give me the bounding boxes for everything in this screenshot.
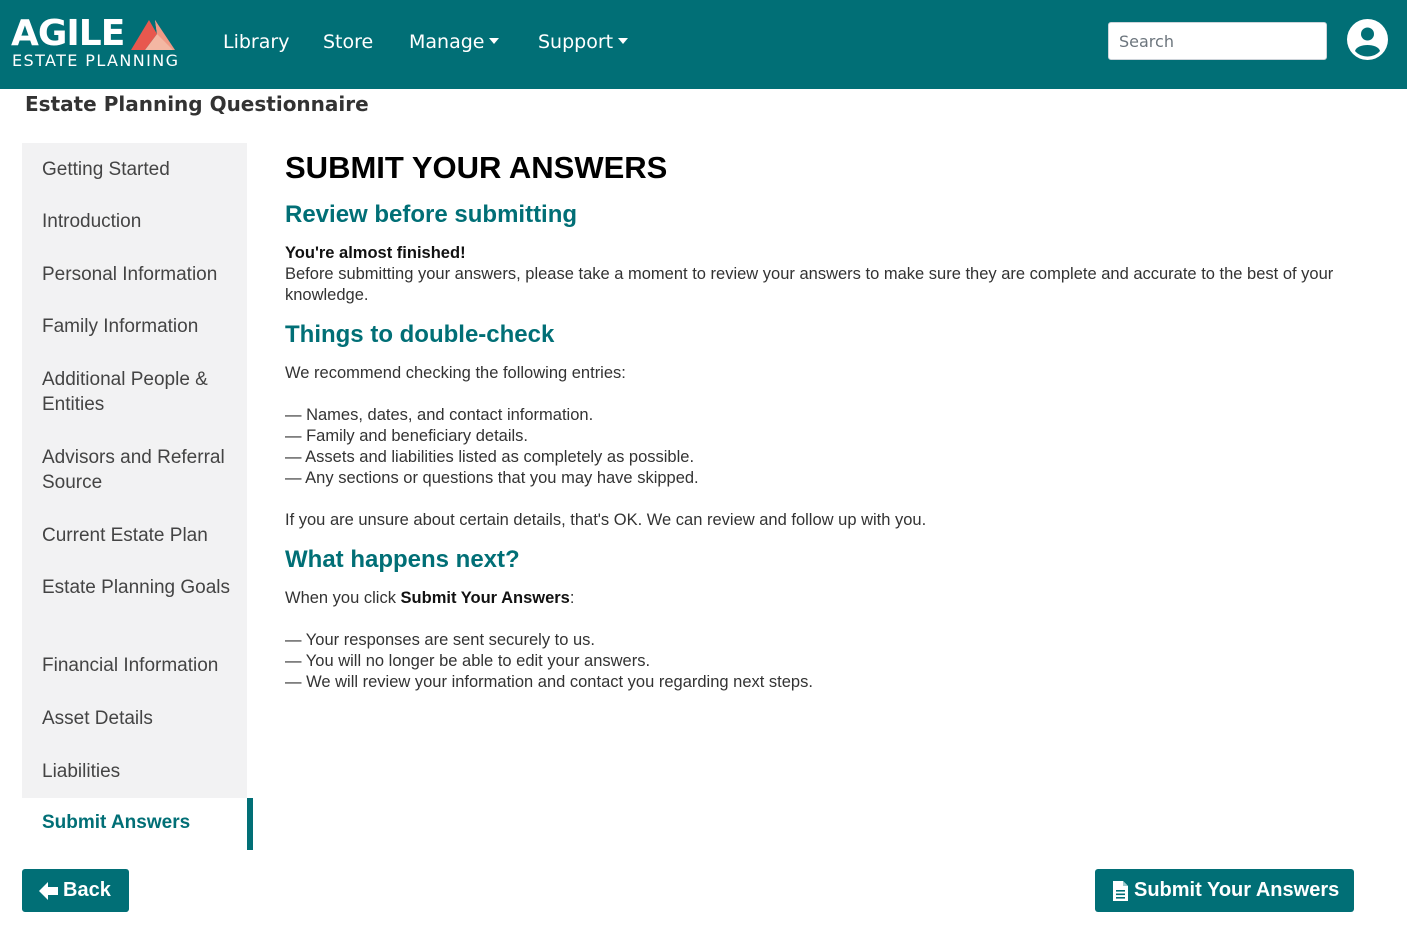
sidebar-item-liabilities[interactable]: Liabilities xyxy=(42,761,121,782)
nav-support-dropdown[interactable] xyxy=(538,30,628,54)
check-item: — Assets and liabilities listed as completely as possible. xyxy=(285,448,695,466)
sidebar-item-family-information[interactable]: Family Information xyxy=(42,316,199,337)
check-item: — Any sections or questions that you may have skipped. xyxy=(285,469,699,487)
sidebar-item-personal-information[interactable]: Personal Information xyxy=(42,264,218,285)
sidebar-item-asset-details[interactable]: Asset Details xyxy=(42,708,153,729)
document-icon xyxy=(1113,881,1128,901)
nav-manage-label: Manage xyxy=(409,31,485,53)
sidebar-item-estate-planning-goals[interactable]: Estate Planning Goals xyxy=(42,577,231,598)
sidebar-item-getting-started[interactable]: Getting Started xyxy=(42,159,170,180)
unsure-text: If you are unsure about certain details, that's OK. We can review and follow up with you. xyxy=(285,511,927,529)
check-item: — Names, dates, and contact information. xyxy=(285,406,594,424)
sidebar-item-submit-answers[interactable]: Submit Answers xyxy=(42,812,191,833)
user-avatar-icon[interactable] xyxy=(1347,19,1388,60)
agile-logo[interactable] xyxy=(11,13,180,74)
page-title: Estate Planning Questionnaire xyxy=(25,92,369,116)
logo-subtitle: ESTATE PLANNING xyxy=(12,51,180,70)
sidebar-item-current-estate-plan[interactable]: Current Estate Plan xyxy=(42,525,208,546)
review-heading: Review before submitting xyxy=(285,201,578,228)
click-suffix: : xyxy=(569,589,575,607)
click-bold: Submit Your Answers xyxy=(400,589,570,607)
nav-support-label: Support xyxy=(538,31,614,53)
next-item: — We will review your information and contact you regarding next steps. xyxy=(285,673,813,691)
click-prefix: When you click xyxy=(285,589,401,607)
next-heading: What happens next? xyxy=(285,546,520,573)
next-item: — You will no longer be able to edit your answers. xyxy=(285,652,651,670)
main-heading: SUBMIT YOUR ANSWERS xyxy=(285,150,668,185)
review-paragraph: Before submitting your answers, please take a moment to review your answers to make sure they are complete and accurate to the best of your knowledge. xyxy=(285,265,1334,304)
back-button[interactable] xyxy=(22,869,129,912)
sidebar-item-financial-information[interactable]: Financial Information xyxy=(42,655,219,676)
search-input[interactable] xyxy=(1108,22,1327,60)
top-navbar xyxy=(0,0,1407,89)
submit-button-label: Submit Your Answers xyxy=(1134,879,1340,901)
click-instruction xyxy=(285,588,574,609)
double-check-heading: Things to double-check xyxy=(285,321,555,348)
sidebar-item-advisors[interactable]: Advisors and Referral Source xyxy=(42,447,225,493)
next-item: — Your responses are sent securely to us. xyxy=(285,631,596,649)
caret-down-icon xyxy=(489,38,499,44)
submit-answers-button[interactable] xyxy=(1095,869,1354,912)
recommend-text: We recommend checking the following entries: xyxy=(285,364,626,382)
sidebar-item-additional-people[interactable]: Additional People & Entities xyxy=(42,369,208,415)
nav-store[interactable]: Store xyxy=(323,31,374,53)
logo-wordmark: AGILE xyxy=(11,13,125,54)
nav-manage-dropdown[interactable] xyxy=(409,30,499,54)
sidebar-item-introduction[interactable]: Introduction xyxy=(42,211,142,232)
almost-finished-text: You're almost finished! xyxy=(285,244,466,262)
back-button-label: Back xyxy=(63,879,111,901)
nav-library[interactable]: Library xyxy=(223,31,290,53)
check-item: — Family and beneficiary details. xyxy=(285,427,529,445)
caret-down-icon xyxy=(618,38,628,44)
arrow-left-icon xyxy=(39,882,59,900)
logo-triangle-icon xyxy=(131,18,183,54)
